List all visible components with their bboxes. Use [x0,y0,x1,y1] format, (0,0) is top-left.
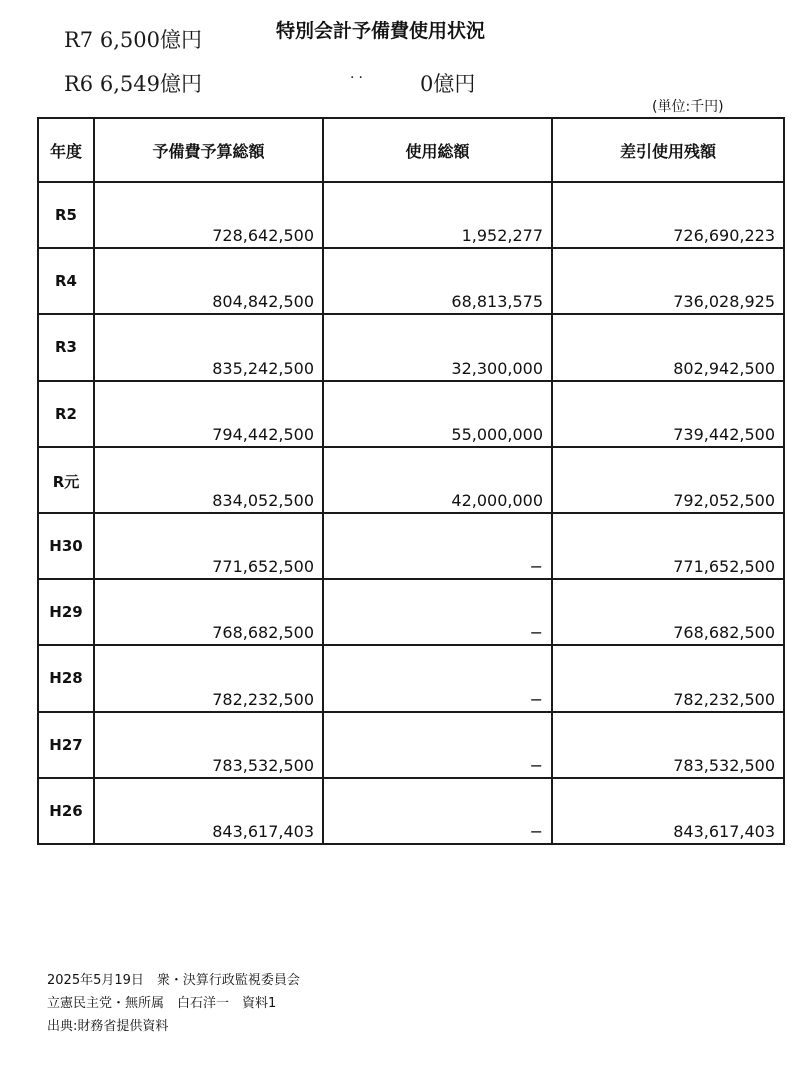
used-cell: 55,000,000 [451,424,543,444]
year-cell: H30 [49,536,83,555]
footer-date-committee: 2025年5月19日 衆・決算行政監視委員会 [47,973,300,988]
handwritten-note-r7: R7 6,500億円 [64,28,202,52]
remaining-cell: 782,232,500 [673,689,775,709]
year-cell: H27 [49,735,83,754]
table-header-row [38,118,784,182]
used-cell: 68,813,575 [451,292,543,312]
table-row [38,248,784,314]
document-title: 特別会計予備費使用状況 [276,20,486,42]
year-cell: R元 [52,472,80,491]
year-cell: R5 [55,206,77,224]
handwritten-note-zero: 0億円 [420,72,476,96]
budget-cell: 834,052,500 [212,490,314,510]
header-budget-total: 予備費予算総額 [94,118,323,182]
year-cell: R3 [55,338,77,357]
year-cell: R4 [55,272,77,291]
footer-source: 出典:財務省提供資料 [47,1019,169,1034]
reserve-fund-table [37,117,785,845]
used-cell: − [529,689,543,709]
budget-cell: 728,642,500 [212,226,314,246]
remaining-cell: 783,532,500 [673,755,775,775]
header-year: 年度 [38,118,94,182]
table-row [38,182,784,248]
budget-cell: 835,242,500 [212,358,314,378]
budget-cell: 794,442,500 [212,424,314,444]
table-row [38,381,784,447]
used-cell: − [529,623,543,643]
remaining-cell: 739,442,500 [673,424,775,444]
used-cell: − [529,755,543,775]
remaining-cell: 802,942,500 [673,358,775,378]
handwritten-note-dots: ·· [350,70,367,86]
remaining-cell: 843,617,403 [673,822,775,841]
year-cell: H29 [49,603,83,622]
table-row [38,447,784,513]
budget-cell: 768,682,500 [212,623,314,643]
table-row [38,712,784,778]
remaining-cell: 792,052,500 [673,490,775,510]
table-row [38,513,784,579]
budget-cell: 783,532,500 [212,755,314,775]
header-remaining: 差引使用残額 [552,118,784,182]
year-cell: H26 [49,801,83,820]
used-cell: 1,952,277 [461,226,543,246]
remaining-cell: 726,690,223 [673,226,775,246]
handwritten-note-r6: R6 6,549億円 [64,72,202,96]
header-used-total: 使用総額 [323,118,552,182]
table-row [38,778,784,844]
remaining-cell: 736,028,925 [673,292,775,312]
table-row [38,579,784,645]
used-cell: 42,000,000 [451,490,543,510]
used-cell: − [529,822,543,841]
used-cell: − [529,557,543,577]
unit-label: (単位:千円) [652,99,724,115]
footer-party-member: 立憲民主党・無所属 白石洋一 資料1 [47,996,277,1011]
year-cell: H28 [49,669,83,688]
budget-cell: 782,232,500 [212,689,314,709]
table-row [38,314,784,380]
remaining-cell: 768,682,500 [673,623,775,643]
budget-cell: 771,652,500 [212,557,314,577]
year-cell: R2 [55,404,77,423]
budget-cell: 843,617,403 [212,822,314,841]
remaining-cell: 771,652,500 [673,557,775,577]
table-row [38,645,784,711]
used-cell: 32,300,000 [451,358,543,378]
budget-cell: 804,842,500 [212,292,314,312]
